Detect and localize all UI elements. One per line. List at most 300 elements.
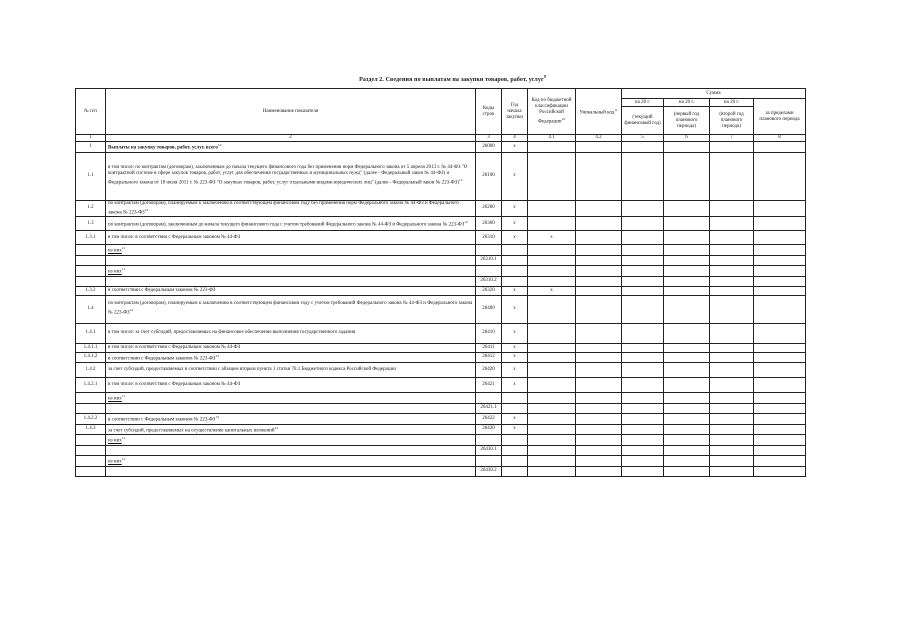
row-code: 26000 [476, 142, 502, 153]
footnote-ref: 11 [121, 394, 126, 399]
row-value-cell [710, 413, 754, 424]
row-number [76, 445, 106, 455]
row-year: x [502, 217, 528, 231]
row-value-cell [710, 466, 754, 476]
row-value-cell [754, 142, 806, 153]
row-year: x [502, 231, 528, 245]
row-value-cell [710, 378, 754, 393]
column-number: 4 [502, 135, 528, 142]
row-value-cell [664, 200, 710, 217]
row-number: 1.4.3 [76, 424, 106, 435]
row-number: 1 [76, 142, 106, 153]
hdr-budget-code-text: Код по бюджетной классификации Российской Федерации [531, 97, 572, 125]
row-number: 1.4.1.1 [76, 343, 106, 352]
table-row [76, 424, 806, 435]
row-year: x [502, 378, 528, 393]
row-value-cell [754, 363, 806, 378]
row-value-cell [754, 265, 806, 276]
row-name-text: в соответствии с Федеральным законом № 223-ФЗ [108, 356, 216, 362]
footnote-ref: 12 [129, 308, 134, 313]
table-row [76, 363, 806, 378]
row-name [106, 265, 476, 276]
row-name [106, 424, 476, 435]
row-year: x [502, 286, 528, 295]
row-value-cell [576, 200, 622, 217]
row-value-cell [622, 393, 664, 404]
row-name-text: по контрактам (договорам), планируемым к заключению в соответствующем финансовом году с учетом требований Федерального закона № 44-ФЗ и Федерального закона № 223-ФЗ [108, 301, 473, 316]
row-value-cell [664, 445, 710, 455]
row-name-text: из них [108, 269, 122, 275]
row-value-cell [622, 231, 664, 245]
row-budget-code [528, 142, 576, 153]
row-name-text: в том числе: в соответствии с Федеральным законом № 44-ФЗ [108, 234, 241, 240]
row-value-cell [576, 424, 622, 435]
row-value-cell [576, 152, 622, 200]
row-name-text: в соответствии с Федеральным законом № 223-ФЗ [108, 417, 216, 423]
table-row [76, 286, 806, 295]
row-number [76, 255, 106, 265]
row-value-cell [710, 142, 754, 153]
row-name [106, 200, 476, 217]
row-code: 26412 [476, 352, 502, 363]
row-value-cell [754, 424, 806, 435]
table-row [76, 378, 806, 393]
row-value-cell [664, 403, 710, 413]
row-budget-code [528, 323, 576, 343]
row-name [106, 393, 476, 404]
row-value-cell [576, 466, 622, 476]
row-number [76, 245, 106, 256]
row-name [106, 363, 476, 378]
row-value-cell [754, 245, 806, 256]
row-code [476, 265, 502, 276]
row-year [502, 255, 528, 265]
row-value-cell [622, 455, 664, 466]
row-year [502, 276, 528, 286]
row-value-cell [622, 363, 664, 378]
hdr-budget-code-note: 10 [561, 116, 566, 121]
row-code: 26411 [476, 343, 502, 352]
column-number: 3 [476, 135, 502, 142]
row-value-cell [710, 435, 754, 446]
table-row [76, 217, 806, 231]
table-row [76, 265, 806, 276]
hdr-num: № п/п [76, 89, 106, 135]
row-name [106, 286, 476, 295]
row-value-cell [710, 455, 754, 466]
row-name [106, 255, 476, 265]
row-number [76, 466, 106, 476]
row-number: 1.3 [76, 217, 106, 231]
row-value-cell [622, 435, 664, 446]
row-year [502, 393, 528, 404]
footnote-ref: 13 [215, 353, 219, 358]
row-name [106, 245, 476, 256]
row-code: 26422 [476, 413, 502, 424]
row-value-cell [576, 231, 622, 245]
row-number: 1.4.1 [76, 323, 106, 343]
row-name [106, 295, 476, 323]
row-value-cell [710, 393, 754, 404]
row-value-cell [576, 286, 622, 295]
row-code: 26200 [476, 200, 502, 217]
table-row [76, 255, 806, 265]
column-number: 5 [622, 135, 664, 142]
row-number: 1.3.2 [76, 286, 106, 295]
row-value-cell [710, 403, 754, 413]
row-number: 1.3.1 [76, 231, 106, 245]
row-year: x [502, 424, 528, 435]
row-name-text: из них [108, 459, 122, 465]
row-value-cell [576, 413, 622, 424]
row-value-cell [754, 403, 806, 413]
row-code [476, 393, 502, 404]
row-name [106, 455, 476, 466]
row-value-cell [622, 343, 664, 352]
footnote-ref: 11 [121, 456, 126, 461]
row-year: x [502, 200, 528, 217]
row-number: 1.4 [76, 295, 106, 323]
row-budget-code [528, 245, 576, 256]
footnote-ref: 12 [458, 178, 463, 183]
row-year: x [502, 363, 528, 378]
row-code: 26430 [476, 424, 502, 435]
row-value-cell [754, 466, 806, 476]
row-value-cell [664, 466, 710, 476]
row-value-cell [664, 323, 710, 343]
row-value-cell [622, 217, 664, 231]
row-value-cell [710, 445, 754, 455]
row-number [76, 276, 106, 286]
row-value-cell [576, 455, 622, 466]
row-name-text: в том числе: в соответствии с Федеральным законом № 44-ФЗ [108, 344, 241, 350]
footnote-ref: 13 [215, 414, 219, 419]
row-value-cell [710, 152, 754, 200]
row-year: x [502, 142, 528, 153]
row-number: 1.2 [76, 200, 106, 217]
hdr-y1-bottom: (текущий финансовый год) [622, 107, 664, 135]
footnote-ref: 14 [274, 425, 278, 430]
payments-table [75, 88, 806, 477]
row-code: 26310.1 [476, 255, 502, 265]
row-value-cell [664, 245, 710, 256]
row-value-cell [576, 142, 622, 153]
row-year: x [502, 295, 528, 323]
row-value-cell [664, 343, 710, 352]
row-code: 26430.2 [476, 466, 502, 476]
row-value-cell [622, 152, 664, 200]
row-value-cell [622, 245, 664, 256]
row-name [106, 378, 476, 393]
row-code: 26410 [476, 323, 502, 343]
row-value-cell [710, 276, 754, 286]
footnote-ref: 11 [121, 266, 126, 271]
row-value-cell [576, 217, 622, 231]
row-value-cell [622, 323, 664, 343]
row-budget-code [528, 435, 576, 446]
row-name [106, 323, 476, 343]
table-row [76, 276, 806, 286]
hdr-y1-top: на 20 г. [622, 99, 664, 107]
row-name [106, 142, 476, 153]
table-row [76, 231, 806, 245]
row-value-cell [622, 265, 664, 276]
row-budget-code [528, 455, 576, 466]
row-value-cell [664, 295, 710, 323]
row-year: x [502, 352, 528, 363]
row-code: 26310 [476, 231, 502, 245]
row-value-cell [710, 231, 754, 245]
row-budget-code [528, 276, 576, 286]
column-number: 4.1 [528, 135, 576, 142]
row-value-cell [754, 276, 806, 286]
row-value-cell [754, 152, 806, 200]
row-name-text: за счет субсидий, предоставляемых в соответствии с абзацем вторым пункта 1 статьи 78.1 Бюджетного кодекса Российской Федерации [108, 367, 396, 373]
column-number: 6 [664, 135, 710, 142]
row-value-cell [622, 295, 664, 323]
row-value-cell [754, 352, 806, 363]
row-value-cell [664, 413, 710, 424]
row-name [106, 276, 476, 286]
hdr-unique-code-note: 11 [614, 107, 618, 112]
row-code: 26421.1 [476, 403, 502, 413]
footnote-ref: 12 [464, 219, 468, 224]
row-budget-code [528, 217, 576, 231]
hdr-unique-code-text: Уникальный код [579, 110, 615, 116]
row-budget-code: x [528, 231, 576, 245]
row-year: x [502, 413, 528, 424]
section-title [0, 74, 905, 83]
row-value-cell [622, 200, 664, 217]
table-row [76, 323, 806, 343]
row-year: x [502, 152, 528, 200]
column-number: 2 [106, 135, 476, 142]
table-row [76, 445, 806, 455]
table-row [76, 200, 806, 217]
hdr-y2-bottom: (первый год планового периода) [664, 107, 710, 135]
row-name-text: по контрактам (договорам), заключенным до начала текущего финансового года с учетом требований Федерального закона № 44-ФЗ и Федерального закона № 223-ФЗ [108, 222, 465, 228]
row-budget-code [528, 152, 576, 200]
row-value-cell [664, 455, 710, 466]
column-numbers-row [76, 135, 806, 142]
row-budget-code [528, 352, 576, 363]
hdr-sum: Сумма [622, 89, 806, 99]
row-value-cell [576, 363, 622, 378]
row-name [106, 413, 476, 424]
row-value-cell [576, 276, 622, 286]
row-budget-code [528, 295, 576, 323]
row-number: 1.4.2 [76, 363, 106, 378]
row-value-cell [664, 352, 710, 363]
row-value-cell [622, 255, 664, 265]
row-budget-code [528, 363, 576, 378]
footnote-ref: 12 [144, 207, 149, 212]
row-value-cell [754, 378, 806, 393]
table-row [76, 455, 806, 466]
row-value-cell [622, 466, 664, 476]
row-name [106, 403, 476, 413]
table-row [76, 393, 806, 404]
table-row [76, 142, 806, 153]
row-budget-code: x [528, 286, 576, 295]
row-value-cell [754, 435, 806, 446]
hdr-y3-top: на 20 г. [710, 99, 754, 107]
column-number: 4.2 [576, 135, 622, 142]
table-row [76, 295, 806, 323]
row-value-cell [710, 295, 754, 323]
row-number [76, 403, 106, 413]
row-value-cell [622, 142, 664, 153]
row-value-cell [710, 265, 754, 276]
row-code [476, 245, 502, 256]
row-value-cell [622, 403, 664, 413]
row-value-cell [622, 378, 664, 393]
row-budget-code [528, 200, 576, 217]
row-value-cell [710, 217, 754, 231]
row-value-cell [622, 286, 664, 295]
row-budget-code [528, 424, 576, 435]
hdr-budget-code [528, 89, 576, 135]
row-value-cell [664, 142, 710, 153]
row-value-cell [622, 445, 664, 455]
row-value-cell [576, 295, 622, 323]
row-value-cell [710, 424, 754, 435]
row-value-cell [664, 393, 710, 404]
row-number [76, 393, 106, 404]
row-code: 26300 [476, 217, 502, 231]
row-value-cell [576, 245, 622, 256]
row-code [476, 455, 502, 466]
row-value-cell [754, 295, 806, 323]
row-value-cell [576, 352, 622, 363]
row-number [76, 435, 106, 446]
row-value-cell [710, 363, 754, 378]
hdr-y2-top: на 20 г. [664, 99, 710, 107]
row-value-cell [710, 323, 754, 343]
row-year: x [502, 343, 528, 352]
row-year [502, 466, 528, 476]
row-value-cell [576, 403, 622, 413]
row-value-cell [664, 378, 710, 393]
row-name [106, 435, 476, 446]
row-code: 26310.2 [476, 276, 502, 286]
footnote-ref: 11 [121, 436, 126, 441]
row-number: 1.4.1.2 [76, 352, 106, 363]
row-name-text: в том числе: в соответствии с Федеральным законом № 44-ФЗ [108, 382, 241, 388]
row-name-text: из них [108, 438, 122, 444]
column-number: 1 [76, 135, 106, 142]
row-value-cell [664, 276, 710, 286]
row-value-cell [664, 217, 710, 231]
row-budget-code [528, 403, 576, 413]
row-value-cell [754, 393, 806, 404]
row-value-cell [754, 445, 806, 455]
row-name-text: из них [108, 248, 122, 254]
column-number: 7 [710, 135, 754, 142]
row-name-text: по контрактам (договорам), планируемым к заключению в соответствующем финансовом году без применения норм Федерального закона № 44-ФЗ и Федерального закона № 223-ФЗ [108, 200, 459, 216]
row-name [106, 445, 476, 455]
section-title-note: 9 [543, 74, 546, 79]
row-year [502, 455, 528, 466]
row-value-cell [622, 276, 664, 286]
row-number: 1.4.2.2 [76, 413, 106, 424]
row-number [76, 265, 106, 276]
row-code [476, 435, 502, 446]
row-value-cell [576, 378, 622, 393]
row-value-cell [664, 286, 710, 295]
hdr-y3-bottom: (второй год планового периода) [710, 107, 754, 135]
row-budget-code [528, 413, 576, 424]
row-value-cell [710, 255, 754, 265]
row-name [106, 217, 476, 231]
row-code: 26420 [476, 363, 502, 378]
row-number [76, 455, 106, 466]
section-title-text: Раздел 2. Сведения по выплатам на закупки товаров, работ, услуг [359, 77, 544, 83]
row-name-text: за счет субсидий, предоставляемых на осуществление капитальных вложений [108, 428, 275, 434]
row-code: 26421 [476, 378, 502, 393]
row-value-cell [664, 424, 710, 435]
row-value-cell [710, 352, 754, 363]
row-value-cell [710, 245, 754, 256]
row-value-cell [754, 200, 806, 217]
row-value-cell [576, 323, 622, 343]
row-value-cell [710, 200, 754, 217]
row-name [106, 343, 476, 352]
row-value-cell [664, 265, 710, 276]
table-row [76, 352, 806, 363]
row-value-cell [710, 343, 754, 352]
row-name [106, 152, 476, 200]
table-row [76, 245, 806, 256]
row-value-cell [622, 352, 664, 363]
hdr-unique-code [576, 89, 622, 135]
row-name-text: в соответствии с Федеральным законом № 223-ФЗ [108, 287, 216, 293]
row-year: x [502, 323, 528, 343]
row-code: 26100 [476, 152, 502, 200]
footnote-ref: 11 [121, 246, 126, 251]
row-value-cell [622, 424, 664, 435]
row-year [502, 445, 528, 455]
column-number: 8 [754, 135, 806, 142]
row-code: 26320 [476, 286, 502, 295]
row-value-cell [576, 393, 622, 404]
table-row [76, 413, 806, 424]
row-value-cell [576, 343, 622, 352]
row-budget-code [528, 445, 576, 455]
row-year [502, 265, 528, 276]
row-name-text: в том числе: по контрактам (договорам), заключенным до начала текущего финансового года без применения норм Федерального закона от 5 апреля 2013 г. № 44-ФЗ "О контрактной системе в сфере закупок товаров, работ, услуг для обеспечения государственных и муниципальных нужд" (далее - Федеральный закон № 44-ФЗ) и Федерального закона от 18 июля 2011 г. № 223-ФЗ "О закупках товаров, работ, услуг отдельными видами юридических лиц" (далее - Федеральный закон № 223-ФЗ) [108, 165, 468, 186]
row-name [106, 352, 476, 363]
row-name-text: Выплаты на закупку товаров, работ, услуг, всего [108, 145, 218, 151]
row-value-cell [664, 152, 710, 200]
row-budget-code [528, 343, 576, 352]
row-year [502, 245, 528, 256]
row-value-cell [754, 455, 806, 466]
table-row [76, 343, 806, 352]
row-value-cell [710, 286, 754, 295]
row-value-cell [576, 255, 622, 265]
row-value-cell [754, 413, 806, 424]
row-name [106, 231, 476, 245]
row-name-text: из них [108, 396, 122, 402]
hdr-name: Наименование показателя [106, 89, 476, 135]
row-year [502, 435, 528, 446]
table-row [76, 403, 806, 413]
footnote-ref: 10 [217, 143, 222, 147]
row-value-cell [576, 435, 622, 446]
row-number: 1.4.2.1 [76, 378, 106, 393]
row-budget-code [528, 265, 576, 276]
